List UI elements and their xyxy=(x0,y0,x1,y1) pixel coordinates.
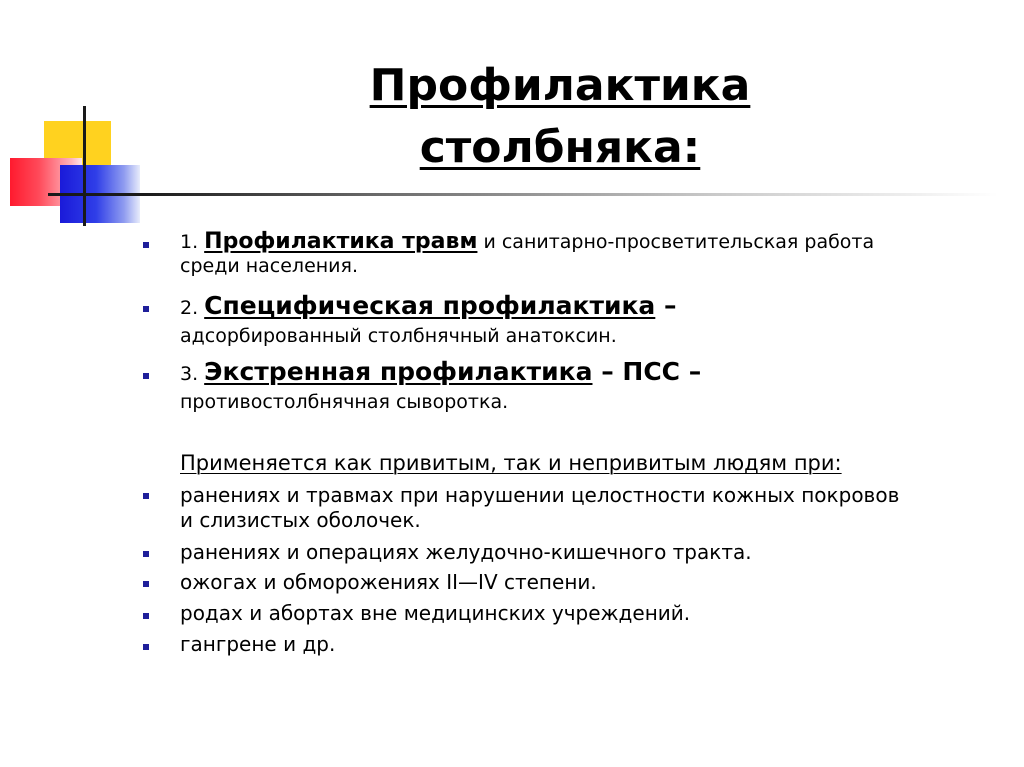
item-bold-abbreviation: ПСС xyxy=(622,357,681,386)
slide-title xyxy=(300,55,820,179)
title-line-2: столбняка: xyxy=(419,122,701,173)
condition-item-1 xyxy=(180,483,1000,533)
bullet-icon xyxy=(143,613,149,619)
list-item-3 xyxy=(180,356,1000,414)
list-item-1-line1 xyxy=(180,230,1000,254)
bullet-icon xyxy=(143,551,149,557)
list-item-3-line2: противостолбнячная сыворотка. xyxy=(180,391,509,413)
bullet-icon xyxy=(143,306,149,312)
item-text: и санитарно-просветительская работа xyxy=(477,231,875,253)
condition-line: родах и абортах вне медицинских учреждений. xyxy=(180,601,691,625)
title-line-1: Профилактика xyxy=(369,60,751,111)
title-divider-line xyxy=(48,193,998,196)
list-item-2-line2: адсорбированный столбнячный анатоксин. xyxy=(180,325,617,347)
condition-line: гангрене и др. xyxy=(180,632,336,656)
list-item-2 xyxy=(180,290,1000,348)
list-item-2-line1 xyxy=(180,290,1000,324)
item-bold-text: Профилактика травм xyxy=(204,229,478,254)
item-number: 1. xyxy=(180,231,205,253)
item-text: – xyxy=(680,357,702,386)
item-bold-text: Специфическая профилактика xyxy=(204,291,656,320)
list-item-3-line1 xyxy=(180,356,1000,390)
item-number: 3. xyxy=(180,363,205,385)
bullet-icon xyxy=(143,581,149,587)
condition-item-4 xyxy=(180,601,1000,626)
item-text: – xyxy=(592,357,623,386)
condition-item-5 xyxy=(180,632,1000,657)
condition-line: и слизистых оболочек. xyxy=(180,508,421,532)
condition-line: ранениях и операциях желудочно-кишечного тракта. xyxy=(180,540,752,564)
bullet-icon xyxy=(143,373,149,379)
condition-item-2 xyxy=(180,540,1000,565)
condition-item-3 xyxy=(180,570,1000,595)
conditions-subheading: Применяется как привитым, так и непривитым людям при: xyxy=(180,451,842,475)
bullet-icon xyxy=(143,644,149,650)
item-text: – xyxy=(655,291,677,320)
item-number: 2. xyxy=(180,297,205,319)
list-item-1-line2: среди населения. xyxy=(180,255,358,277)
list-item-1 xyxy=(180,230,1000,278)
condition-line: ожогах и обморожениях II—IV степени. xyxy=(180,570,597,594)
condition-line: ранениях и травмах при нарушении целостности кожных покровов xyxy=(180,483,900,507)
bullet-icon xyxy=(143,493,149,499)
bullet-icon xyxy=(143,242,149,248)
decorative-vertical-line xyxy=(83,106,86,226)
item-bold-text: Экстренная профилактика xyxy=(204,357,593,386)
